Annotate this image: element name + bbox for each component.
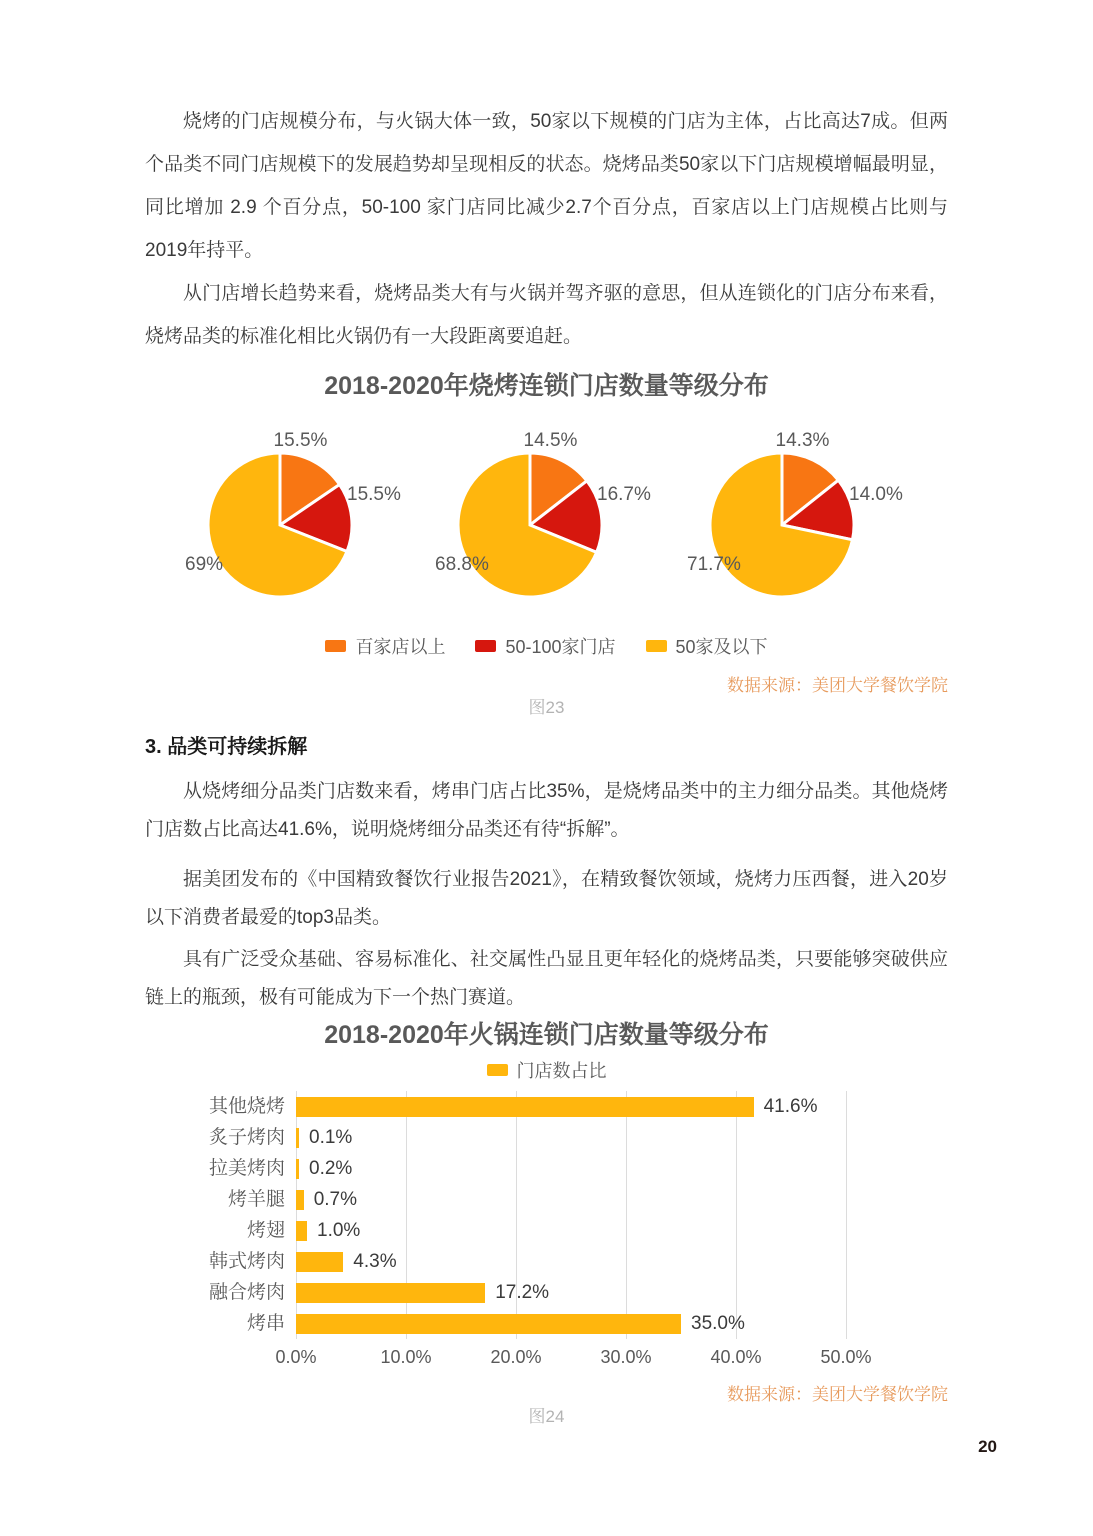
x-tick-label: 10.0% [380, 1347, 432, 1367]
pie-2-graphic [455, 450, 605, 600]
category-label: 融合烤肉 [208, 1282, 285, 1303]
bar-plot-area [296, 1091, 856, 1339]
bar-value-label: 35.0% [691, 1312, 745, 1334]
bar-value-label: 4.3% [353, 1250, 397, 1272]
legend-item [487, 1057, 607, 1083]
pie-chart-legend [145, 633, 948, 659]
bar-value-label: 0.2% [309, 1157, 353, 1179]
legend-swatch [325, 640, 346, 652]
pie-slice-label: 16.7% [597, 484, 651, 505]
bar [296, 1221, 307, 1241]
section-paragraph-3: 具有广泛受众基础、容易标准化、社交属性凸显且更年轻化的烧烤品类，只要能够突破供应链上的瓶颈，极有可能成为下一个热门赛道。 [145, 949, 948, 1008]
legend-item [325, 633, 445, 659]
x-axis [145, 1347, 948, 1371]
pie-3-graphic [707, 450, 857, 600]
intro-paragraph-2: 从门店增长趋势来看，烧烤品类大有与火锅并驾齐驱的意思，但从连锁化的门店分布来看，烧烤品类的标准化相比火锅仍有一大段距离要追赶。 [145, 283, 948, 347]
section-paragraph-1: 从烧烤细分品类门店数来看，烤串门店占比35%，是烧烤品类中的主力细分品类。其他烧烤门店数占比高达41.6%，说明烧烤细分品类还有待“拆解”。 [145, 781, 948, 840]
category-label: 烤串 [246, 1313, 285, 1334]
bar-row [296, 1184, 936, 1215]
bar [296, 1190, 304, 1210]
pie-slice-label: 68.8% [435, 554, 489, 575]
x-tick-label: 40.0% [710, 1347, 762, 1367]
bar-value-label: 0.7% [313, 1188, 357, 1210]
pie-slice-label: 15.5% [273, 430, 328, 451]
pie-slice-label: 14.0% [849, 484, 903, 505]
pie-slice-label: 71.7% [687, 554, 741, 575]
bar-value-label: 17.2% [495, 1281, 550, 1303]
category-label: 韩式烤肉 [208, 1251, 285, 1272]
pie-chart-3 [657, 424, 907, 609]
figure-23-caption: 图23 [528, 698, 565, 717]
x-tick-label: 20.0% [490, 1347, 542, 1367]
pie-slice-label: 15.5% [347, 484, 401, 505]
legend-label: 门店数占比 [516, 1061, 607, 1081]
category-label: 烤羊腿 [227, 1189, 285, 1210]
section-paragraph-2: 据美团发布的《中国精致餐饮行业报告2021》，在精致餐饮领域，烧烤力压西餐，进入20岁以下消费者最爱的top3品类。 [145, 869, 948, 928]
category-label: 其他烧烤 [208, 1096, 285, 1117]
legend-label: 50家及以下 [675, 637, 768, 657]
pie-chart-title: 2018-2020年烧烤连锁门店数量等级分布 [324, 372, 769, 400]
x-tick-label: 50.0% [820, 1347, 872, 1367]
bar-row [296, 1308, 936, 1339]
x-tick-label: 30.0% [600, 1347, 652, 1367]
bar [296, 1314, 681, 1334]
legend-item [646, 633, 768, 659]
intro-paragraph-1: 烧烤的门店规模分布，与火锅大体一致，50家以下规模的门店为主体，占比高达7成。但两个品类不同门店规模下的发展趋势却呈现相反的状态。烧烤品类50家以下门店规模增幅最明显，同比增加 2.9 个百分点，50-100 家门店同比减少2.7个百分点，百家店以上门店规模占比则与2019年持平。 [145, 111, 948, 261]
bar-value-label: 1.0% [317, 1219, 361, 1241]
bar-chart [145, 1091, 948, 1376]
figure-24-caption: 图24 [528, 1407, 565, 1426]
legend-item [475, 633, 615, 659]
category-label: 炙子烤肉 [208, 1127, 285, 1148]
data-source-text: 数据来源：美团大学餐饮学院 [727, 676, 948, 695]
bar-row [296, 1246, 936, 1277]
bar-row [296, 1215, 936, 1246]
pie-chart-2 [405, 424, 655, 609]
category-label: 烤翅 [246, 1220, 285, 1241]
category-label: 拉美烤肉 [208, 1158, 285, 1179]
section-heading: 3. 品类可持续拆解 [145, 736, 308, 758]
bar-category-labels [145, 1091, 285, 1339]
bar-row [296, 1091, 936, 1122]
data-source-text: 数据来源：美团大学餐饮学院 [727, 1385, 948, 1404]
pie-chart-1 [155, 424, 405, 609]
legend-swatch [487, 1064, 508, 1076]
page-number: 20 [978, 1437, 997, 1456]
bar-chart-title: 2018-2020年火锅连锁门店数量等级分布 [324, 1021, 769, 1049]
bar [296, 1252, 343, 1272]
bar-row [296, 1153, 936, 1184]
legend-swatch [475, 640, 496, 652]
legend-label: 50-100家门店 [505, 637, 616, 657]
bar-row [296, 1277, 936, 1308]
pie-1-graphic [205, 450, 355, 600]
bar-row [296, 1122, 936, 1153]
bar [296, 1283, 485, 1303]
x-tick-label: 0.0% [275, 1347, 317, 1367]
legend-label: 百家店以上 [355, 637, 446, 657]
bar-value-label: 0.1% [309, 1126, 353, 1148]
bar [296, 1097, 754, 1117]
pie-slice-label: 14.5% [523, 430, 578, 451]
bar [296, 1128, 299, 1148]
pie-charts-row [145, 424, 948, 609]
bar-chart-legend [145, 1057, 948, 1083]
bar [296, 1159, 299, 1179]
pie-slice-label: 69% [185, 554, 224, 575]
legend-swatch [646, 640, 667, 652]
bar-value-label: 41.6% [763, 1095, 818, 1117]
pie-slice-label: 14.3% [775, 430, 830, 451]
